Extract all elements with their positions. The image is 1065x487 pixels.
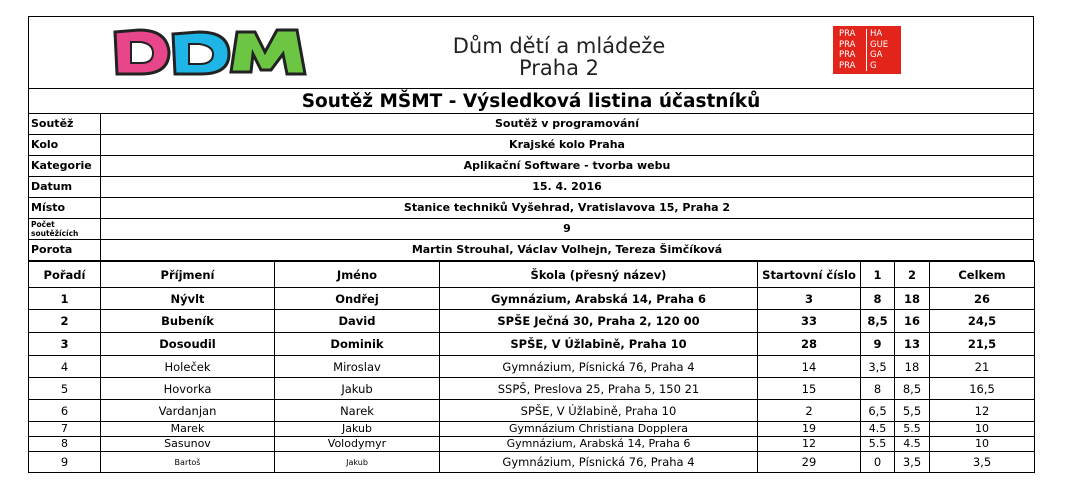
surname-cell: Holeček [101, 356, 275, 378]
school-cell: Gymnázium Christiana Dopplera [440, 422, 758, 437]
start-number-cell: 33 [758, 310, 861, 333]
praha-logo-left: PRA [839, 40, 867, 51]
info-value: Aplikační Software - tvorba webu [463, 159, 671, 172]
school-cell: Gymnázium, Arabská 14, Praha 6 [440, 437, 758, 452]
total-cell: 3,5 [930, 452, 1035, 473]
table-row [29, 422, 1035, 437]
school-cell: SSPŠ, Preslova 25, Praha 5, 150 21 [440, 378, 758, 400]
score-2-cell: 13 [895, 333, 930, 356]
school-cell: Gymnázium, Arabská 14, Praha 6 [440, 288, 758, 310]
start-number-cell: 29 [758, 452, 861, 473]
info-label: Kolo [29, 135, 101, 155]
rank-cell: 8 [29, 437, 101, 452]
info-value: Stanice techniků Vyšehrad, Vratislavova 15, Praha 2 [403, 201, 731, 214]
results-table [28, 261, 1035, 473]
praha-logo-left: PRA [839, 61, 867, 72]
name-cell: Jakub [275, 378, 440, 400]
info-value: 9 [563, 222, 571, 235]
rank-cell: 4 [29, 356, 101, 378]
score-1-cell: 8 [861, 378, 895, 400]
col-header-score-2: 2 [895, 262, 930, 288]
start-number-cell: 14 [758, 356, 861, 378]
info-label: Porota [29, 240, 101, 260]
info-value: Soutěž v programování [494, 117, 640, 130]
total-cell: 21,5 [930, 333, 1035, 356]
info-row [28, 198, 1034, 219]
col-header-surname: Příjmení [101, 262, 275, 288]
ddm-logo-letter-m [231, 30, 305, 74]
score-2-cell: 8,5 [895, 378, 930, 400]
table-row [29, 288, 1035, 310]
surname-cell: Hovorka [101, 378, 275, 400]
name-cell: Miroslav [275, 356, 440, 378]
praha-logo-row [839, 61, 901, 72]
total-cell: 26 [930, 288, 1035, 310]
praha-logo-row [839, 29, 901, 40]
surname-cell: Bubeník [101, 310, 275, 333]
info-row [28, 240, 1034, 261]
rank-cell: 9 [29, 452, 101, 473]
surname-cell: Vardanjan [101, 400, 275, 422]
start-number-cell: 19 [758, 422, 861, 437]
name-cell: Jakub [275, 422, 440, 437]
school-cell: SPŠE, V Úžlabině, Praha 10 [440, 400, 758, 422]
score-1-cell: 4.5 [861, 422, 895, 437]
ddm-logo [111, 26, 311, 78]
praha-logo-left: PRA [839, 50, 867, 61]
name-cell: Jakub [275, 452, 440, 473]
surname-cell: Nývlt [101, 288, 275, 310]
score-2-cell: 3,5 [895, 452, 930, 473]
start-number-cell: 12 [758, 437, 861, 452]
col-header-rank: Pořadí [29, 262, 101, 288]
surname-cell: Dosoudil [101, 333, 275, 356]
total-cell: 16,5 [930, 378, 1035, 400]
name-cell: Volodymyr [275, 437, 440, 452]
organization-name-line1: Dům dětí a mládeže [452, 34, 666, 58]
rank-cell: 2 [29, 310, 101, 333]
total-cell: 24,5 [930, 310, 1035, 333]
rank-cell: 6 [29, 400, 101, 422]
col-header-name: Jméno [275, 262, 440, 288]
info-label: Datum [29, 177, 101, 197]
info-row [28, 135, 1034, 156]
table-row [29, 400, 1035, 422]
name-cell: Narek [275, 400, 440, 422]
surname-cell: Marek [101, 422, 275, 437]
total-cell: 12 [930, 400, 1035, 422]
info-row [28, 219, 1034, 240]
col-header-school: Škola (přesný název) [440, 262, 758, 288]
praha-logo-right: G [870, 60, 877, 71]
rank-cell: 3 [29, 333, 101, 356]
rank-cell: 1 [29, 288, 101, 310]
praha-logo [833, 26, 901, 74]
table-row [29, 437, 1035, 452]
praha-logo-right: GA [870, 50, 883, 60]
score-2-cell: 5,5 [895, 400, 930, 422]
score-1-cell: 5.5 [861, 437, 895, 452]
info-row [28, 177, 1034, 198]
info-label: Počet soutěžících [29, 219, 101, 239]
praha-logo-row [839, 50, 901, 61]
col-header-start-number: Startovní číslo [758, 262, 861, 288]
info-label: Kategorie [29, 156, 101, 176]
info-row [28, 156, 1034, 177]
competition-info [28, 114, 1034, 261]
table-row [29, 452, 1035, 473]
score-2-cell: 18 [895, 356, 930, 378]
page-title: Soutěž MŠMT - Výsledková listina účastníků [28, 89, 1034, 114]
rank-cell: 7 [29, 422, 101, 437]
info-label: Soutěž [29, 114, 101, 134]
score-2-cell: 16 [895, 310, 930, 333]
table-row [29, 378, 1035, 400]
praha-logo-right: HA [870, 29, 883, 39]
info-label: Místo [29, 198, 101, 218]
score-1-cell: 3,5 [861, 356, 895, 378]
ddm-logo-letter-d2 [173, 32, 229, 74]
name-cell: Dominik [275, 333, 440, 356]
school-cell: Gymnázium, Písnická 76, Praha 4 [440, 452, 758, 473]
table-row [29, 333, 1035, 356]
info-row [28, 114, 1034, 135]
score-1-cell: 0 [861, 452, 895, 473]
rank-cell: 5 [29, 378, 101, 400]
col-header-total: Celkem [930, 262, 1035, 288]
name-cell: Ondřej [275, 288, 440, 310]
letterhead [28, 16, 1034, 89]
school-cell: SPŠE Ječná 30, Praha 2, 120 00 [440, 310, 758, 333]
praha-logo-row [839, 40, 901, 51]
info-value: 15. 4. 2016 [532, 180, 602, 193]
praha-logo-left: PRA [839, 29, 867, 40]
total-cell: 21 [930, 356, 1035, 378]
praha-logo-right: GUE [870, 39, 889, 50]
score-1-cell: 8,5 [861, 310, 895, 333]
start-number-cell: 2 [758, 400, 861, 422]
name-cell: David [275, 310, 440, 333]
school-cell: SPŠE, V Úžlabině, Praha 10 [440, 333, 758, 356]
table-row [29, 310, 1035, 333]
start-number-cell: 3 [758, 288, 861, 310]
score-1-cell: 6,5 [861, 400, 895, 422]
total-cell: 10 [930, 437, 1035, 452]
start-number-cell: 28 [758, 333, 861, 356]
score-1-cell: 9 [861, 333, 895, 356]
col-header-score-1: 1 [861, 262, 895, 288]
info-value: Martin Strouhal, Václav Volhejn, Tereza Šimčíková [411, 243, 723, 256]
score-2-cell: 5.5 [895, 422, 930, 437]
total-cell: 10 [930, 422, 1035, 437]
ddm-logo-letter-d1 [115, 30, 169, 74]
organization-name-line2: Praha 2 [518, 56, 599, 80]
table-row [29, 356, 1035, 378]
score-2-cell: 18 [895, 288, 930, 310]
surname-cell: Bartoš [101, 452, 275, 473]
results-sheet [28, 16, 1034, 473]
school-cell: Gymnázium, Písnická 76, Praha 4 [440, 356, 758, 378]
results-header-row [29, 262, 1035, 288]
score-2-cell: 4.5 [895, 437, 930, 452]
organization-name [359, 35, 759, 79]
score-1-cell: 8 [861, 288, 895, 310]
start-number-cell: 15 [758, 378, 861, 400]
surname-cell: Sasunov [101, 437, 275, 452]
info-value: Krajské kolo Praha [509, 138, 625, 151]
